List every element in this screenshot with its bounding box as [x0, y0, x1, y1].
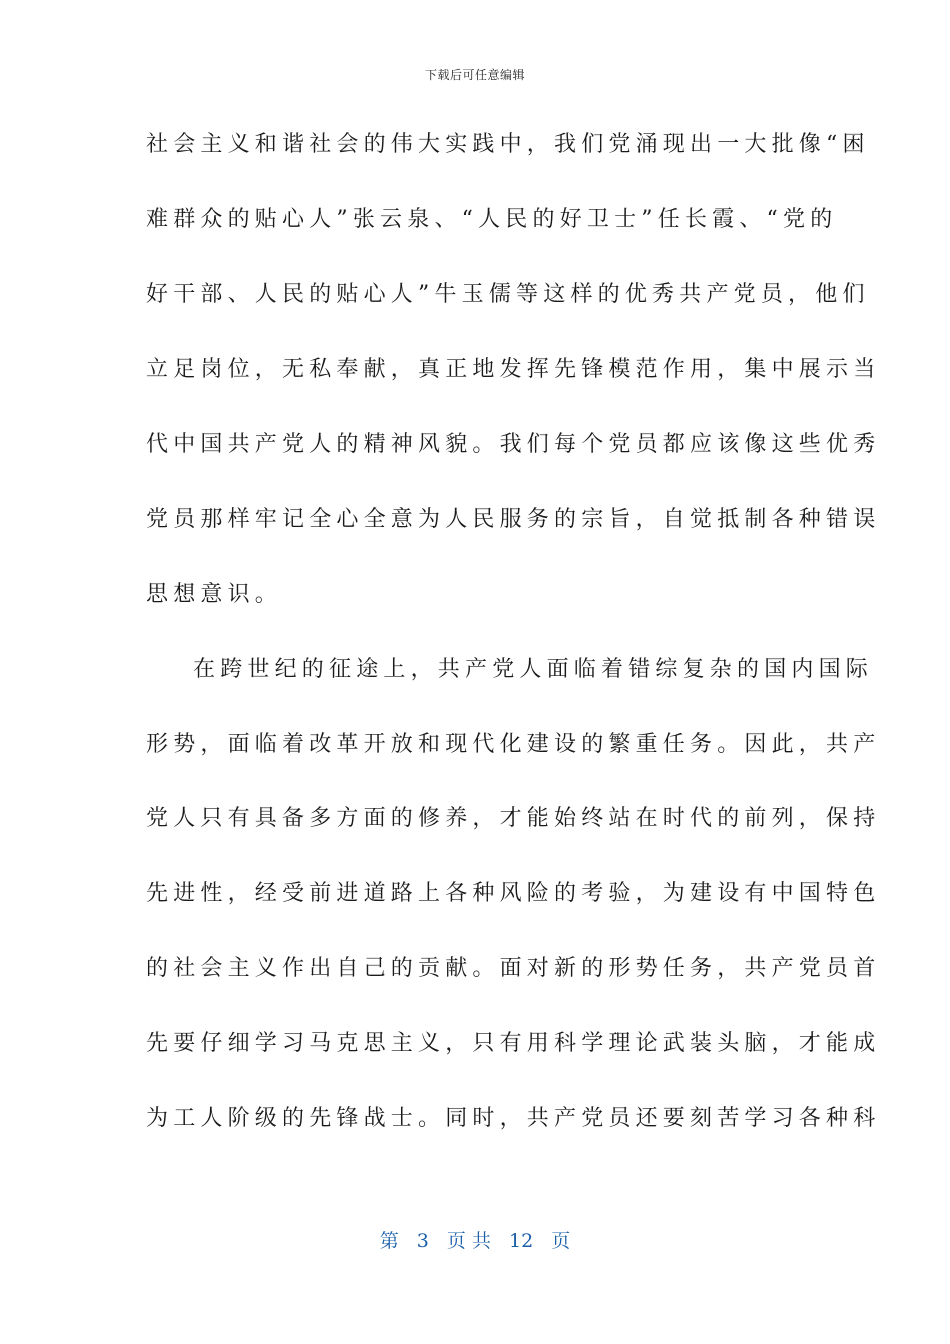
body-line: 的社会主义作出自己的贡献。面对新的形势任务，共产党员首 [146, 956, 881, 981]
page-number-footer [0, 1226, 950, 1253]
body-line: 先进性，经受前进道路上各种风险的考验，为建设有中国特色 [146, 881, 881, 906]
footer-prefix: 第 [379, 1230, 399, 1252]
body-line: 思想意识。 [146, 582, 283, 607]
body-line: 党员那样牢记全心全意为人民服务的宗旨，自觉抵制各种错误 [146, 507, 881, 532]
body-line: 难群众的贴心人”张云泉、“人民的好卫士”任长霞、“党的 [146, 207, 838, 232]
current-page-number: 3 [416, 1230, 429, 1252]
page-header-note: 下载后可任意编辑 [424, 68, 525, 82]
body-line: 为工人阶级的先锋战士。同时，共产党员还要刻苦学习各种科 [146, 1106, 881, 1131]
body-line: 在跨世纪的征途上，共产党人面临着错综复杂的国内国际 [193, 657, 874, 682]
body-line: 形势，面临着改革开放和现代化建设的繁重任务。因此，共产 [146, 732, 881, 757]
body-line: 代中国共产党人的精神风貌。我们每个党员都应该像这些优秀 [146, 432, 881, 457]
body-line: 社会主义和谐社会的伟大实践中，我们党涌现出一大批像“困 [146, 132, 870, 157]
body-line: 好干部、人民的贴心人”牛玉儒等这样的优秀共产党员，他们 [146, 282, 870, 307]
footer-middle: 页 共 [446, 1230, 491, 1252]
body-line: 立足岗位，无私奉献，真正地发挥先锋模范作用，集中展示当 [146, 357, 881, 382]
total-page-count: 12 [509, 1230, 534, 1252]
body-line: 先要仔细学习马克思主义，只有用科学理论武装头脑，才能成 [146, 1031, 881, 1056]
body-line: 党人只有具备多方面的修养，才能始终站在时代的前列，保持 [146, 806, 881, 831]
footer-suffix: 页 [551, 1230, 571, 1252]
